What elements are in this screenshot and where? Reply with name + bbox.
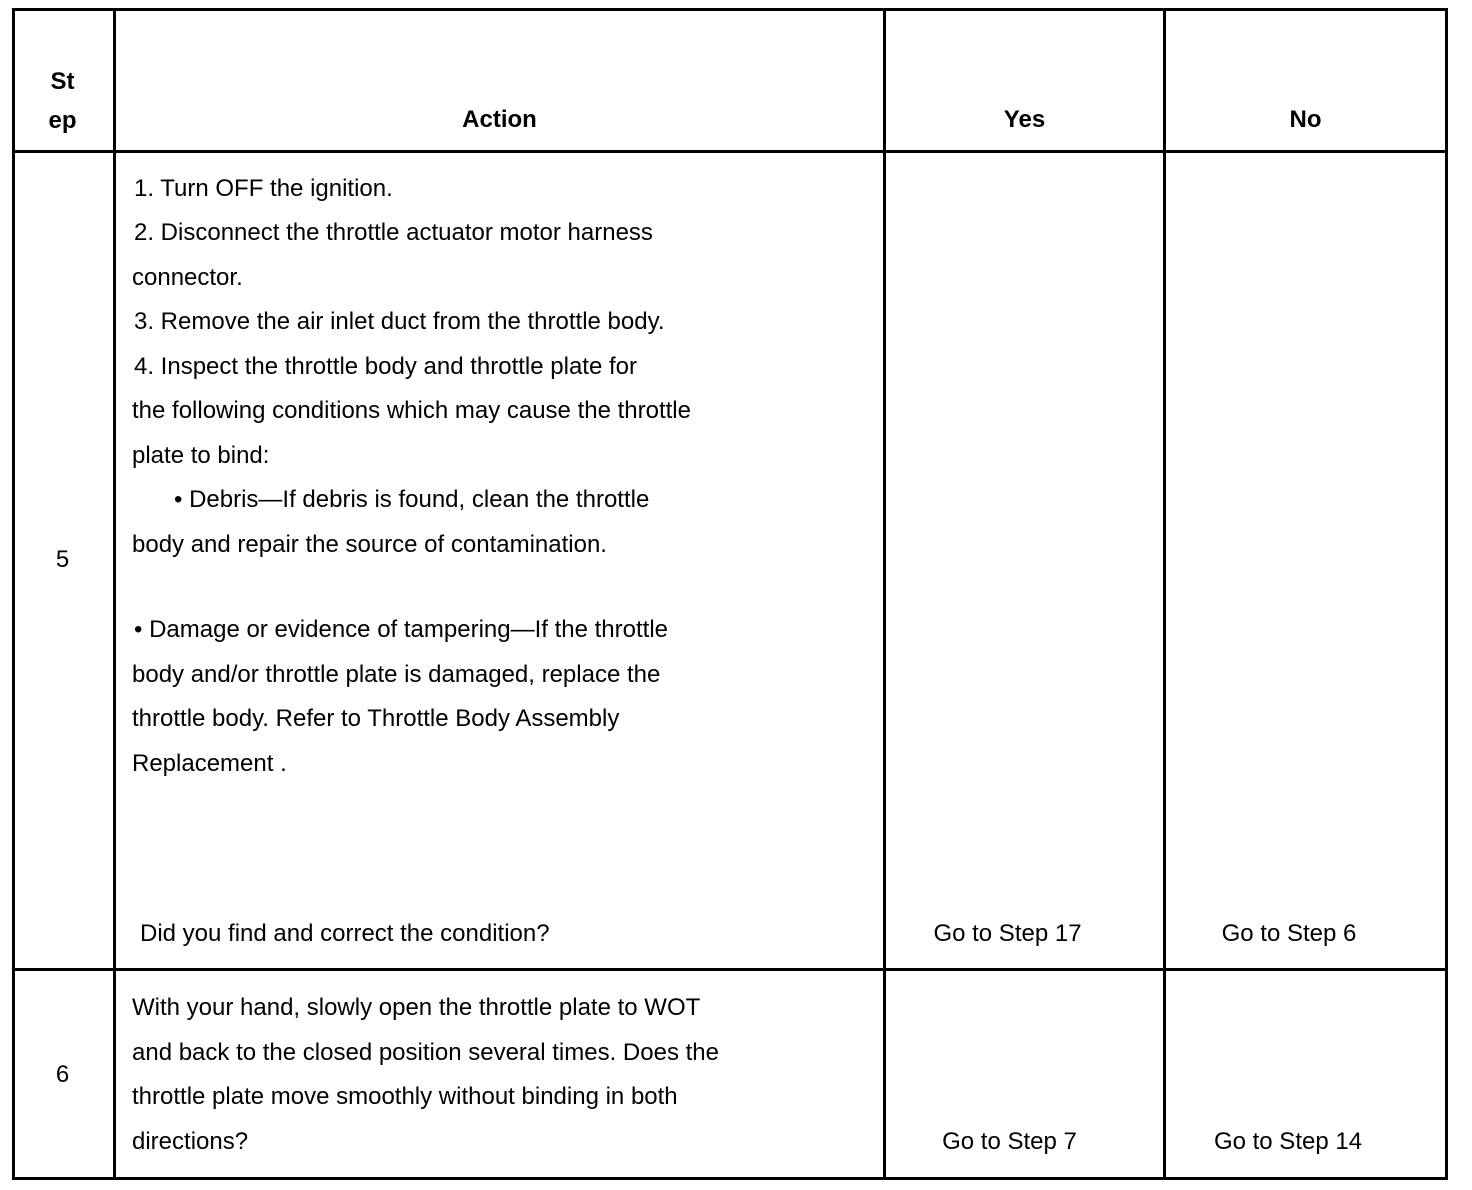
table-border-bottom: [12, 1177, 1448, 1180]
column-divider: [1163, 8, 1166, 1180]
action-question: Did you find and correct the condition?: [140, 920, 550, 947]
header-step-line-2: ep: [48, 107, 77, 134]
no-result: Go to Step 14: [1213, 1128, 1363, 1155]
action-line: Replacement .: [132, 750, 287, 777]
header-action: Action: [462, 106, 537, 133]
table-border-right: [1445, 8, 1448, 1180]
no-result: Go to Step 6: [1221, 920, 1357, 947]
action-line: • Debris—If debris is found, clean the throttle: [174, 486, 650, 513]
action-line: • Damage or evidence of tampering—If the throttle: [134, 616, 669, 643]
action-line: directions?: [132, 1128, 249, 1155]
yes-result: Go to Step 7: [942, 1128, 1077, 1155]
action-line: 1. Turn OFF the ignition.: [134, 175, 393, 202]
yes-result: Go to Step 17: [933, 920, 1082, 947]
action-line: and back to the closed position several times. Does the: [132, 1039, 719, 1066]
action-line: throttle plate move smoothly without binding in both: [132, 1083, 678, 1110]
column-divider: [883, 8, 886, 1180]
header-no: No: [1289, 106, 1322, 133]
action-line: body and/or throttle plate is damaged, replace the: [132, 661, 661, 688]
header-divider: [12, 150, 1448, 153]
action-line: plate to bind:: [132, 442, 270, 469]
row-divider: [12, 968, 1448, 971]
table-border-top: [12, 8, 1448, 11]
header-yes: Yes: [1003, 106, 1046, 133]
action-line: 4. Inspect the throttle body and throttle plate for: [134, 353, 637, 380]
action-line: throttle body. Refer to Throttle Body Assembly: [132, 705, 620, 732]
troubleshooting-table: [12, 8, 1448, 1180]
column-divider: [113, 8, 116, 1180]
step-number: 6: [55, 1061, 70, 1088]
action-line: 2. Disconnect the throttle actuator motor harness: [134, 219, 653, 246]
action-line: connector.: [132, 264, 243, 291]
action-line: 3. Remove the air inlet duct from the throttle body.: [134, 308, 665, 335]
table-border-left: [12, 8, 15, 1180]
step-number: 5: [55, 546, 70, 573]
action-line: the following conditions which may cause the throttle: [132, 397, 691, 424]
action-line: With your hand, slowly open the throttle plate to WOT: [132, 994, 701, 1021]
action-line: body and repair the source of contamination.: [132, 531, 607, 558]
header-step-line-1: St: [50, 68, 75, 95]
